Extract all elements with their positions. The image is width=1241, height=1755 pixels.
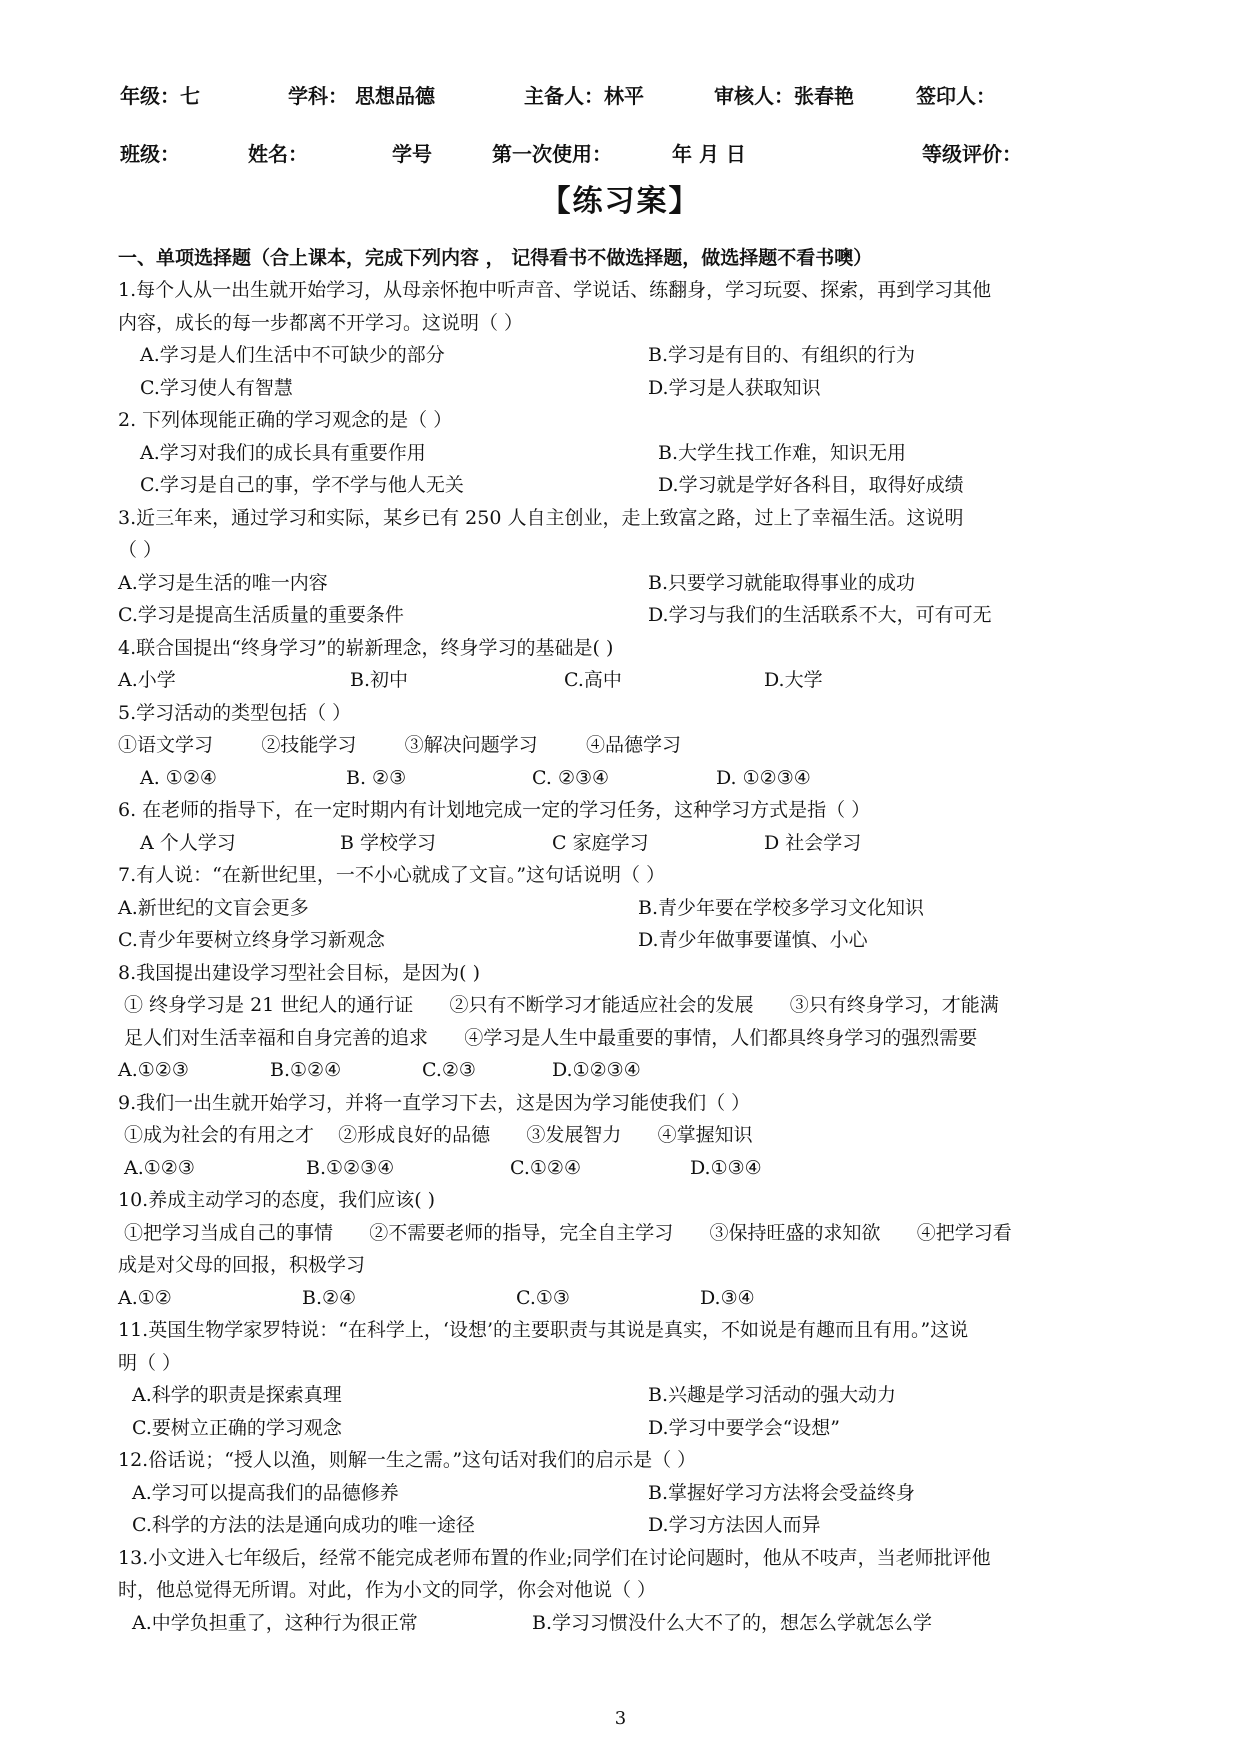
question-7 (118, 859, 1128, 957)
option-c[interactable]: C.学习是提高生活质量的重要条件 (118, 604, 404, 626)
question-text: 4.联合国提出“终身学习”的崭新理念，终身学习的基础是( ) (118, 636, 614, 659)
option-a[interactable]: A.①②③ (124, 1156, 195, 1179)
option-b[interactable]: B.②④ (302, 1286, 357, 1309)
question-text: 10.养成主动学习的态度，我们应该( ) (118, 1189, 436, 1211)
option-b[interactable]: B.掌握好学习方法将会受益终身 (648, 1481, 916, 1504)
option-a[interactable]: A 个人学习 (140, 831, 236, 854)
option-c[interactable]: C.青少年要树立终身学习新观念 (118, 929, 385, 951)
option-d[interactable]: D.大学 (764, 669, 823, 691)
section-title: 一、单项选择题（合上课本，完成下列内容 ， 记得看书不做选择题，做选择题不看书噢） (118, 247, 873, 269)
option-b[interactable]: B.学习是有目的、有组织的行为 (648, 344, 916, 366)
question-text: 8.我国提出建设学习型社会目标，是因为( ) (118, 961, 480, 984)
option-d[interactable]: D.①②③④ (552, 1059, 641, 1081)
option-c[interactable]: C.要树立正确的学习观念 (132, 1416, 342, 1439)
page-title: 【练习案】 (540, 184, 701, 219)
question-11 (118, 1314, 1128, 1444)
question-text: 13.小文进入七年级后，经常不能完成老师布置的作业;同学们在讨论问题时，他从不吱声，当老师批评他 (118, 1546, 991, 1569)
option-a[interactable]: A.学习是人们生活中不可缺少的部分 (140, 344, 445, 366)
question-text: 内容，成长的每一步都离不开学习。这说明（ ） (118, 311, 524, 334)
option-c[interactable]: C.①②④ (510, 1156, 581, 1179)
option-c[interactable]: C 家庭学习 (552, 831, 649, 854)
option-a[interactable]: A.中学负担重了，这种行为很正常 (132, 1611, 418, 1634)
option-a[interactable]: A.科学的职责是探索真理 (132, 1384, 342, 1406)
option-c[interactable]: C.②③ (422, 1059, 476, 1081)
option-a[interactable]: A.学习对我们的成长具有重要作用 (140, 441, 426, 464)
student-no-label: 学号 (392, 142, 432, 166)
option-a[interactable]: A. ①②④ (140, 766, 217, 789)
option-b[interactable]: B 学校学习 (340, 831, 437, 854)
question-text: 12.俗话说；“授人以渔，则解一生之需。”这句话对我们的启示是（ ） (118, 1449, 697, 1471)
question-5 (118, 697, 1128, 795)
question-9 (118, 1087, 1128, 1185)
signer-label: 签印人： (916, 84, 996, 108)
option-d[interactable]: D.①③④ (690, 1156, 762, 1179)
exercise-body (118, 242, 1128, 1639)
question-3 (118, 502, 1128, 632)
question-12 (118, 1444, 1128, 1542)
statement-items: ①把学习当成自己的事情 ②不需要老师的指导，完全自主学习 ③保持旺盛的求知欲 ④把学习看 (124, 1221, 1012, 1244)
option-b[interactable]: B.大学生找工作难，知识无用 (658, 441, 907, 464)
option-d[interactable]: D.学习与我们的生活联系不大，可有可无 (648, 604, 992, 626)
option-row (118, 1477, 1128, 1510)
preparer-label: 主备人：林平 (524, 84, 644, 108)
class-label: 班级： (120, 142, 180, 166)
option-b[interactable]: B.兴趣是学习活动的强大动力 (648, 1384, 897, 1406)
option-row (118, 339, 1128, 372)
question-text: 6. 在老师的指导下，在一定时期内有计划地完成一定的学习任务，这种学习方式是指（ ） (118, 799, 871, 821)
question-1 (118, 274, 1128, 404)
option-c[interactable]: C. ②③④ (532, 766, 610, 789)
option-row (118, 599, 1128, 632)
option-b[interactable]: B.①②④ (270, 1059, 342, 1081)
option-row (118, 1054, 1128, 1087)
subject-label: 学科： 思想品德 (288, 84, 435, 108)
option-row (118, 1152, 1128, 1185)
option-c[interactable]: C.高中 (564, 669, 622, 691)
name-label: 姓名： (248, 142, 308, 166)
date-label: 年 月 日 (672, 142, 746, 166)
option-c[interactable]: C.学习是自己的事，学不学与他人无关 (140, 474, 464, 496)
question-10 (118, 1184, 1128, 1314)
option-row (118, 762, 1128, 795)
option-d[interactable]: D.学习就是学好各科目，取得好成绩 (658, 474, 964, 496)
option-row (118, 1509, 1128, 1542)
statement-items: 成是对父母的回报，积极学习 (118, 1254, 366, 1276)
question-text: 3.近三年来，通过学习和实际，某乡已有 250 人自主创业，走上致富之路，过上了幸福生活。这说明 (118, 506, 964, 529)
option-d[interactable]: D 社会学习 (764, 831, 862, 854)
option-row (118, 924, 1128, 957)
question-13 (118, 1542, 1128, 1640)
option-a[interactable]: A.①② (118, 1286, 172, 1309)
question-2 (118, 404, 1128, 502)
grade-label: 年级：七 (120, 84, 200, 108)
question-text: 9.我们一出生就开始学习，并将一直学习下去，这是因为学习能使我们（ ） (118, 1091, 751, 1114)
question-text: 2. 下列体现能正确的学习观念的是（ ） (118, 409, 453, 431)
option-a[interactable]: A.学习可以提高我们的品德修养 (132, 1481, 399, 1504)
option-c[interactable]: C.科学的方法的法是通向成功的唯一途径 (132, 1514, 475, 1536)
rating-label: 等级评价： (922, 142, 1022, 166)
question-6 (118, 794, 1128, 859)
question-text: 11.英国生物学家罗特说：“在科学上，‘设想’的主要职责与其说是真实，不如说是有趣而且有用。”这说 (118, 1319, 969, 1341)
page-number: 3 (614, 1708, 627, 1729)
option-d[interactable]: D.学习方法因人而异 (648, 1514, 821, 1536)
option-row (118, 372, 1128, 405)
statement-items: ① 终身学习是 21 世纪人的通行证 ②只有不断学习才能适应社会的发展 ③只有终身学习，才能满 (124, 994, 999, 1016)
statement-items: 足人们对生活幸福和自身完善的追求 ④学习是人生中最重要的事情，人们都具终身学习的强烈需要 (124, 1026, 978, 1049)
option-b[interactable]: B.①②③④ (306, 1156, 395, 1179)
option-d[interactable]: D.青少年做事要谨慎、小心 (638, 929, 868, 951)
question-text: 明（ ） (118, 1351, 182, 1374)
option-row (118, 827, 1128, 860)
option-b[interactable]: B.学习习惯没什么大不了的，想怎么学就怎么学 (532, 1611, 933, 1634)
option-row (118, 437, 1128, 470)
option-c[interactable]: C.学习使人有智慧 (140, 376, 293, 399)
option-a[interactable]: A.小学 (118, 669, 176, 691)
option-d[interactable]: D.③④ (700, 1286, 755, 1309)
option-row (118, 567, 1128, 600)
reviewer-label: 审核人：张春艳 (714, 84, 854, 108)
option-a[interactable]: A.新世纪的文盲会更多 (118, 896, 309, 919)
question-4 (118, 632, 1128, 697)
question-text: 7.有人说：“在新世纪里，一不小心就成了文盲。”这句话说明（ ） (118, 864, 666, 886)
option-b[interactable]: B.青少年要在学校多学习文化知识 (638, 896, 925, 919)
statement-items: ①语文学习 ②技能学习 ③解决问题学习 ④品德学习 (118, 734, 681, 756)
option-b[interactable]: B.初中 (350, 669, 409, 691)
option-row (118, 664, 1128, 697)
option-row (118, 1412, 1128, 1445)
question-8 (118, 957, 1128, 1087)
option-b[interactable]: B.只要学习就能取得事业的成功 (648, 571, 916, 594)
option-row (118, 892, 1128, 925)
option-a[interactable]: A.学习是生活的唯一内容 (118, 571, 328, 594)
option-row (118, 1379, 1128, 1412)
question-text: （ ） (118, 539, 163, 561)
option-row (118, 1607, 1128, 1640)
question-text: 5.学习活动的类型包括（ ） (118, 701, 352, 724)
option-d[interactable]: D. ①②③④ (716, 766, 811, 789)
statement-items: ①成为社会的有用之才 ②形成良好的品德 ③发展智力 ④掌握知识 (124, 1124, 753, 1146)
option-a[interactable]: A.①②③ (118, 1059, 189, 1081)
question-text: 时，他总觉得无所谓。对此，作为小文的同学，你会对他说（ ） (118, 1579, 657, 1601)
first-use-label: 第一次使用： (492, 142, 612, 166)
option-b[interactable]: B. ②③ (346, 766, 407, 789)
option-row (118, 469, 1128, 502)
option-d[interactable]: D.学习中要学会“设想” (648, 1416, 841, 1439)
option-row (118, 1282, 1128, 1315)
option-d[interactable]: D.学习是人获取知识 (648, 376, 821, 399)
option-c[interactable]: C.①③ (516, 1286, 570, 1309)
question-text: 1.每个人从一出生就开始学习，从母亲怀抱中听声音、学说话、练翻身，学习玩耍、探索，再到学习其他 (118, 279, 992, 301)
